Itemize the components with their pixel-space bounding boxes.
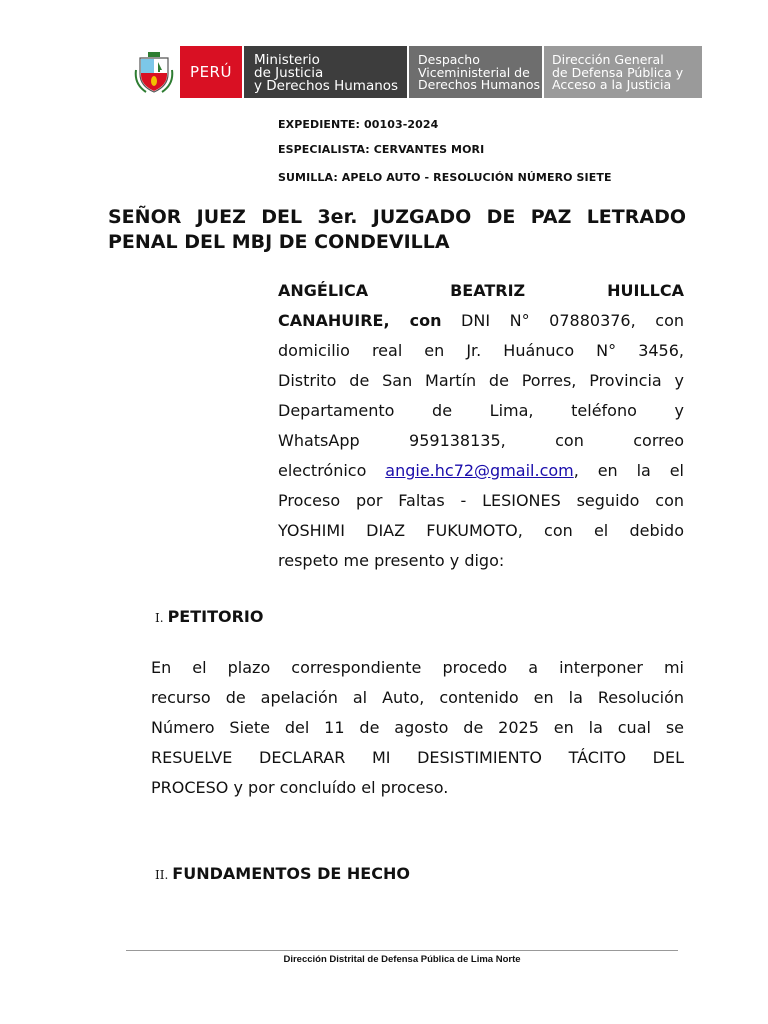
despacho-line: Derechos Humanos: [418, 77, 541, 92]
direccion-line: de Defensa Pública y: [552, 64, 684, 80]
intro-line: [278, 276, 684, 306]
intro-text: electrónico: [278, 461, 386, 480]
title-line: SEÑOR JUEZ DEL 3er. JUZGADO DE PAZ LETRADO: [108, 206, 686, 228]
section-heading-petitorio: [155, 607, 263, 626]
title-line: PENAL DEL MBJ DE CONDEVILLA: [108, 231, 450, 253]
intro-line: WhatsApp 959138135, con correo: [278, 431, 684, 450]
petitorio-line: recurso de apelación al Auto, contenido en la Resolución: [151, 688, 684, 707]
institutional-header: [128, 46, 702, 98]
email-link[interactable]: angie.hc72@gmail.com: [385, 461, 574, 480]
petitorio-line: Número Siete del 11 de agosto de 2025 en la cual se: [151, 718, 684, 737]
complainant-name: ANGÉLICA BEATRIZ HUILLCA: [278, 281, 684, 300]
peru-coat-of-arms-icon: [128, 46, 180, 98]
sumilla-line: SUMILLA: APELO AUTO - RESOLUCIÓN NÚMERO SIETE: [278, 171, 612, 184]
direccion-line: Acceso a la Justicia: [552, 77, 672, 92]
peru-label: PERÚ: [180, 46, 242, 98]
intro-line: [278, 306, 684, 336]
expediente-line: EXPEDIENTE: 00103-2024: [278, 118, 439, 131]
despacho-line: Despacho: [418, 52, 480, 67]
despacho-line: Viceministerial de: [418, 64, 530, 80]
intro-paragraph: [278, 276, 684, 576]
intro-line: Departamento de Lima, teléfono y: [278, 401, 684, 420]
ministry-line: Ministerio: [254, 52, 320, 68]
ministry-line: y Derechos Humanos: [254, 78, 399, 94]
direccion-line: Dirección General: [552, 52, 664, 67]
section-title: PETITORIO: [167, 607, 264, 626]
intro-line: respeto me presento y digo:: [278, 551, 505, 570]
intro-line: YOSHIMI DIAZ FUKUMOTO, con el debido: [278, 521, 684, 540]
direccion-label: [544, 46, 702, 98]
petitorio-line: PROCESO y por concluído el proceso.: [151, 778, 449, 797]
intro-text: , en la el: [573, 461, 684, 480]
footer-divider: [126, 950, 678, 951]
especialista-line: ESPECIALISTA: CERVANTES MORI: [278, 143, 485, 156]
complainant-surname: CANAHUIRE, con: [278, 311, 442, 330]
section-heading-fundamentos: [155, 864, 410, 883]
ministry-label: [244, 46, 407, 98]
intro-text: DNI N° 07880376, con: [441, 311, 684, 330]
petitorio-line: En el plazo correspondiente procedo a interponer mi: [151, 658, 684, 677]
despacho-label: [409, 46, 542, 98]
petitorio-line: RESUELVE DECLARAR MI DESISTIMIENTO TÁCITO DEL: [151, 748, 684, 767]
footer-text: Dirección Distrital de Defensa Pública de Lima Norte: [283, 954, 521, 965]
section-number: I.: [155, 611, 164, 625]
intro-line: Proceso por Faltas - LESIONES seguido con: [278, 491, 684, 510]
section-title: FUNDAMENTOS DE HECHO: [172, 864, 410, 883]
intro-line: Distrito de San Martín de Porres, Provincia y: [278, 371, 684, 390]
petitorio-paragraph: [151, 653, 684, 803]
intro-line: domicilio real en Jr. Huánuco N° 3456,: [278, 341, 684, 360]
section-number: II.: [155, 868, 169, 882]
intro-line: [278, 456, 684, 486]
document-title: [108, 205, 686, 255]
ministry-line: de Justicia: [254, 65, 324, 81]
